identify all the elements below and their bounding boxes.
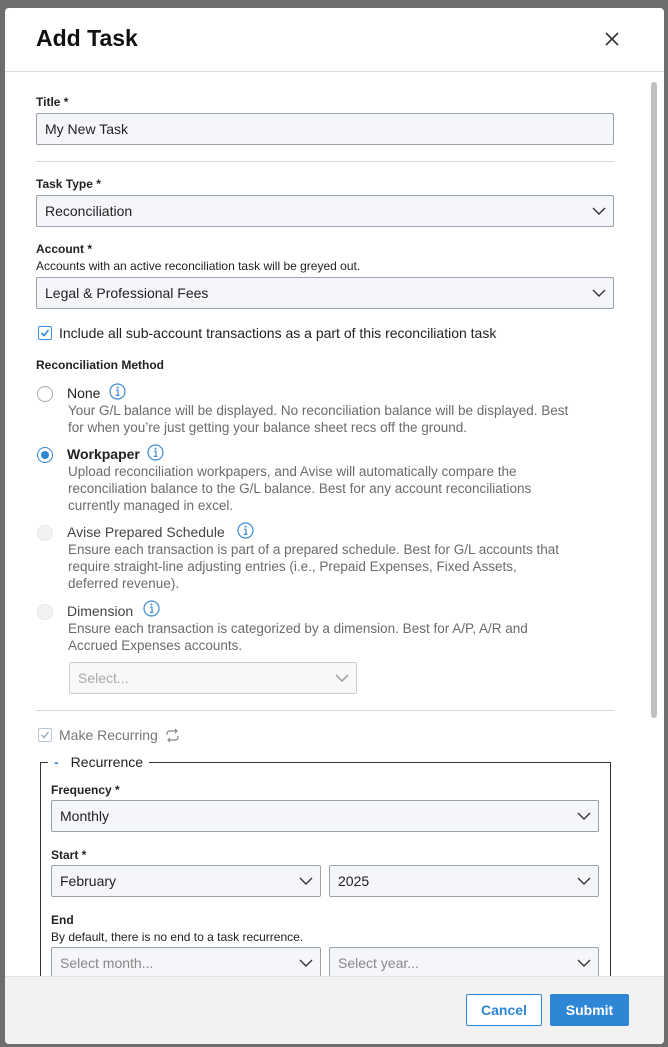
info-icon[interactable] (143, 600, 160, 617)
end-month-select[interactable] (51, 947, 321, 976)
method-prepared-schedule-radio[interactable] (37, 525, 53, 541)
repeat-icon (164, 727, 181, 744)
dimension-select-placeholder: Select... (78, 670, 129, 686)
end-label: End (51, 913, 74, 927)
method-prepared-schedule-title: Avise Prepared Schedule (67, 524, 225, 540)
submit-button[interactable]: Submit (550, 994, 629, 1026)
chevron-down-icon (592, 206, 606, 216)
method-dimension-title: Dimension (67, 603, 134, 619)
checkmark-icon (40, 328, 50, 338)
account-value: Legal & Professional Fees (45, 285, 209, 301)
include-subaccounts-label: Include all sub-account transactions as a part of this reconciliation task (59, 325, 497, 341)
info-icon[interactable] (109, 383, 126, 400)
account-label: Account * (36, 242, 93, 256)
task-type-label: Task Type * (36, 177, 101, 191)
account-help-text: Accounts with an active reconciliation task will be greyed out. (36, 259, 361, 273)
start-label: Start * (51, 848, 87, 862)
method-none-title: None (67, 385, 101, 401)
task-type-value: Reconciliation (45, 203, 133, 219)
chevron-down-icon (299, 876, 313, 886)
dialog-title: Add Task (36, 25, 138, 51)
add-task-dialog (5, 8, 664, 1044)
chevron-down-icon (592, 288, 606, 298)
end-help-text: By default, there is no end to a task recurrence. (51, 930, 304, 944)
chevron-down-icon (299, 958, 313, 968)
start-year-value: 2025 (338, 873, 370, 889)
recurrence-legend (48, 753, 149, 771)
dialog-footer (5, 976, 664, 1044)
end-year-placeholder: Select year... (338, 955, 419, 971)
info-icon[interactable] (237, 522, 254, 539)
dimension-select[interactable] (69, 662, 357, 694)
method-dimension-description: Ensure each transaction is categorized by a dimension. Best for A/P, A/R and Accrued Expenses accounts. (68, 621, 528, 653)
title-input-value: My New Task (45, 121, 128, 137)
task-type-select[interactable] (36, 195, 614, 227)
chevron-down-icon (577, 958, 591, 968)
dialog-body (5, 73, 664, 976)
chevron-down-icon (577, 876, 591, 886)
recon-method-label: Reconciliation Method (36, 358, 165, 372)
chevron-down-icon (335, 673, 349, 683)
divider (36, 710, 614, 711)
frequency-select[interactable] (51, 800, 599, 832)
method-workpaper-title: Workpaper (67, 446, 140, 462)
end-month-placeholder: Select month... (60, 955, 154, 971)
method-workpaper-radio[interactable] (37, 447, 53, 463)
frequency-value: Monthly (60, 808, 110, 824)
account-select[interactable] (36, 277, 614, 309)
checkmark-icon (40, 730, 50, 740)
info-icon[interactable] (147, 444, 164, 461)
collapse-toggle[interactable]: - (54, 754, 59, 770)
method-workpaper-description: Upload reconciliation workpapers, and Avise will automatically compare the reconciliation balance to the G/L balance. Best for any account reconciliations currently managed in excel. (68, 464, 532, 513)
start-month-value: February (60, 873, 117, 889)
start-month-select[interactable] (51, 865, 321, 897)
recurrence-legend-label: Recurrence (70, 754, 144, 770)
method-prepared-schedule-description: Ensure each transaction is part of a prepared schedule. Best for G/L accounts that require straight-line adjusting entries (i.e., Prepaid Expenses, Fixed Assets, deferred revenue). (68, 542, 560, 591)
method-none-radio[interactable] (37, 386, 53, 402)
method-dimension-radio[interactable] (37, 604, 53, 620)
method-none-description: Your G/L balance will be displayed. No reconciliation balance will be displayed. Best for when you’re just getting your balance sheet recs off the ground. (68, 403, 569, 435)
make-recurring-checkbox[interactable] (38, 728, 52, 742)
cancel-button[interactable]: Cancel (466, 994, 542, 1026)
divider (36, 161, 614, 162)
close-icon[interactable] (601, 28, 623, 50)
include-subaccounts-checkbox[interactable] (38, 326, 52, 340)
start-year-select[interactable] (329, 865, 599, 897)
title-input[interactable] (36, 113, 614, 145)
chevron-down-icon (577, 811, 591, 821)
frequency-label: Frequency * (51, 783, 120, 797)
dialog-header (5, 8, 664, 72)
scrollbar[interactable] (651, 82, 657, 718)
make-recurring-label: Make Recurring (59, 727, 158, 743)
title-label: Title * (36, 95, 69, 109)
end-year-select[interactable] (329, 947, 599, 976)
